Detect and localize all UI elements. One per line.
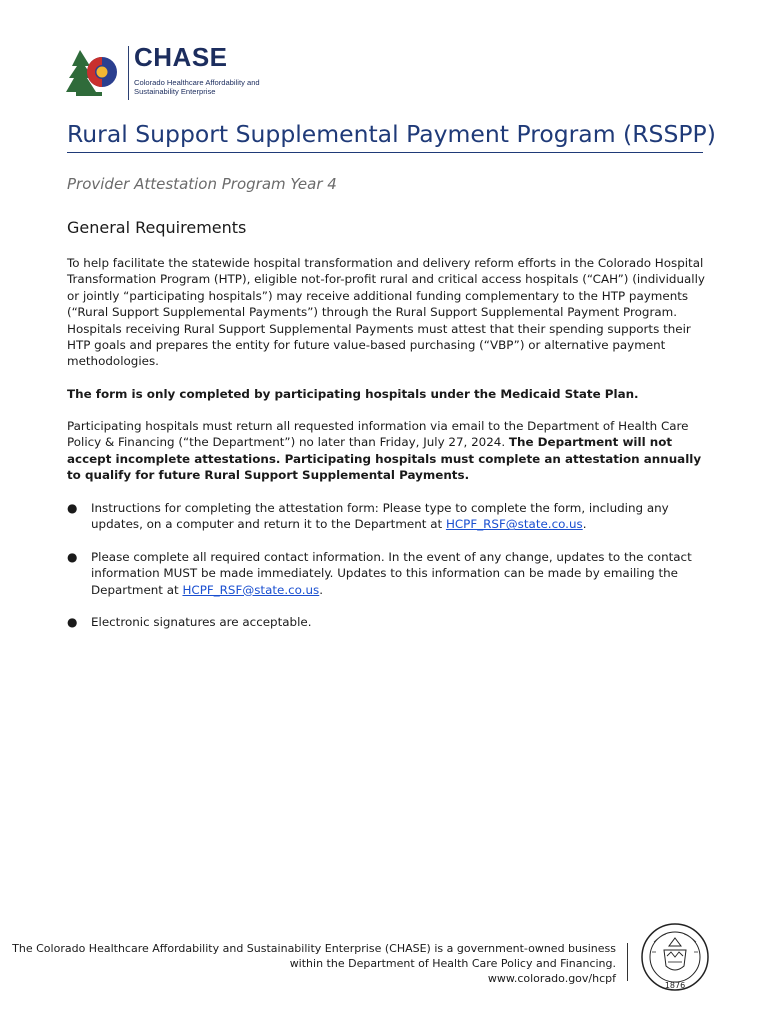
- list-item-text: Instructions for completing the attestation form: Please type to complete the form, including any updates, on a computer and return it to the Department at: [91, 501, 669, 532]
- list-item-text: Please complete all required contact information. In the event of any change, updates to the contact information MUST be made immediately. Updates to this information can be made by emailing the Department at: [91, 549, 692, 597]
- state-seal-icon: [640, 922, 710, 996]
- return-info-paragraph: [67, 418, 705, 484]
- seal-year: 1876: [664, 981, 686, 990]
- intro-paragraph: To help facilitate the statewide hospital transformation and delivery reform efforts in the Colorado Hospital Transformation Program (HTP), eligible not-for-profit rural and critical access hospitals (“CAH”) (individually or jointly “participating hospitals”) may receive additional funding complementary to the HTP payments (“Rural Support Supplemental Payments”) through the Rural Support Supplemental Payment Program. Hospitals receiving Rural Support Supplemental Payments must attest that their spending supports their HTP goals and prepares the entity for future value-based purchasing (“VBP”) or alternative payment methodologies.: [67, 256, 705, 369]
- email-link[interactable]: HCPF_RSF@state.co.us: [445, 517, 583, 532]
- document-title: Rural Support Supplemental Payment Program (RSSPP): [67, 120, 703, 153]
- colorado-tree-logo-icon: [66, 48, 124, 96]
- document-subtitle: Provider Attestation Program Year 4: [67, 175, 337, 193]
- email-link[interactable]: HCPF_RSF@state.co.us: [182, 582, 320, 597]
- bullet-icon: ●: [67, 501, 78, 515]
- section-heading: General Requirements: [67, 218, 247, 237]
- footer-text: [12, 941, 616, 986]
- list-item: [67, 549, 707, 598]
- list-item-punct: .: [582, 517, 587, 532]
- return-info-text: Participating hospitals must return all requested information via email to the Department of Health Care Policy & Financing (“the Department”) no later than Friday, July 27, 2024.: [67, 419, 689, 450]
- list-item-text: Electronic signatures are acceptable.: [91, 615, 312, 630]
- return-info-bold-text: The Department will not accept incomplete attestations. Participating hospitals must complete an attestation annually to qualify for future Rural Support Supplemental Payments.: [67, 435, 702, 483]
- medicaid-notice-paragraph: The form is only completed by participating hospitals under the Medicaid State Plan.: [67, 387, 639, 401]
- logo-divider: [128, 46, 129, 100]
- bullet-icon: ●: [67, 615, 78, 630]
- bullet-icon: ●: [67, 549, 78, 564]
- footer-line-1: The Colorado Healthcare Affordability and Sustainability Enterprise (CHASE) is a government-owned business: [12, 942, 616, 955]
- logo-tagline-line-1: Colorado Healthcare Affordability and: [134, 78, 260, 87]
- list-item-punct: .: [319, 582, 324, 597]
- list-item: [67, 614, 707, 630]
- chase-logo: [66, 44, 286, 100]
- list-item: [67, 500, 707, 533]
- footer-website: www.colorado.gov/hcpf: [487, 972, 616, 985]
- instructions-list: [67, 500, 707, 630]
- footer-line-2: within the Department of Health Care Policy and Financing.: [289, 957, 616, 970]
- logo-name: CHASE: [134, 42, 228, 72]
- footer-divider: [627, 943, 628, 981]
- logo-tagline-line-2: Sustainability Enterprise: [134, 87, 216, 96]
- logo-tagline: [134, 78, 260, 96]
